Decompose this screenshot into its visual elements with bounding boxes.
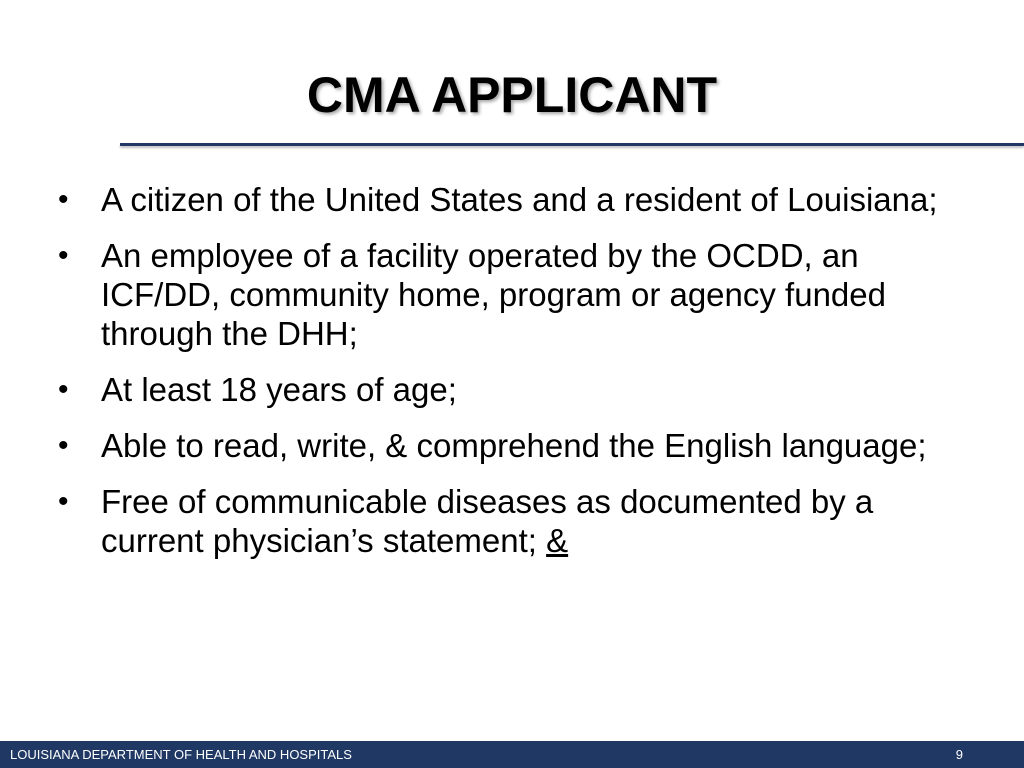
list-item — [58, 426, 958, 465]
list-item — [58, 482, 958, 560]
bullet-list — [58, 180, 958, 577]
page-number: 9 — [955, 747, 963, 762]
bullet-text: At least 18 years of age; — [101, 371, 457, 408]
bullet-icon: • — [58, 429, 69, 462]
bullet-text: Free of communicable diseases as documented by a current physician’s statement; — [101, 483, 874, 559]
bullet-icon: • — [58, 373, 69, 406]
list-item — [58, 370, 958, 409]
list-item — [58, 236, 958, 353]
bullet-text: A citizen of the United States and a resident of Louisiana; — [101, 181, 938, 218]
footer-organization: LOUISIANA DEPARTMENT OF HEALTH AND HOSPITALS — [10, 747, 352, 762]
bullet-icon: • — [58, 183, 69, 216]
footer-bar — [0, 741, 1024, 768]
bullet-icon: • — [58, 485, 69, 518]
underlined-ampersand: & — [546, 522, 569, 559]
bullet-icon: • — [58, 239, 69, 272]
list-item — [58, 180, 958, 219]
bullet-text: An employee of a facility operated by the OCDD, an ICF/DD, community home, program or agency funded through the DHH; — [101, 237, 886, 352]
slide-title: CMA APPLICANT — [306, 67, 718, 123]
title-divider — [120, 143, 1024, 146]
bullet-text: Able to read, write, & comprehend the English language; — [101, 427, 927, 464]
